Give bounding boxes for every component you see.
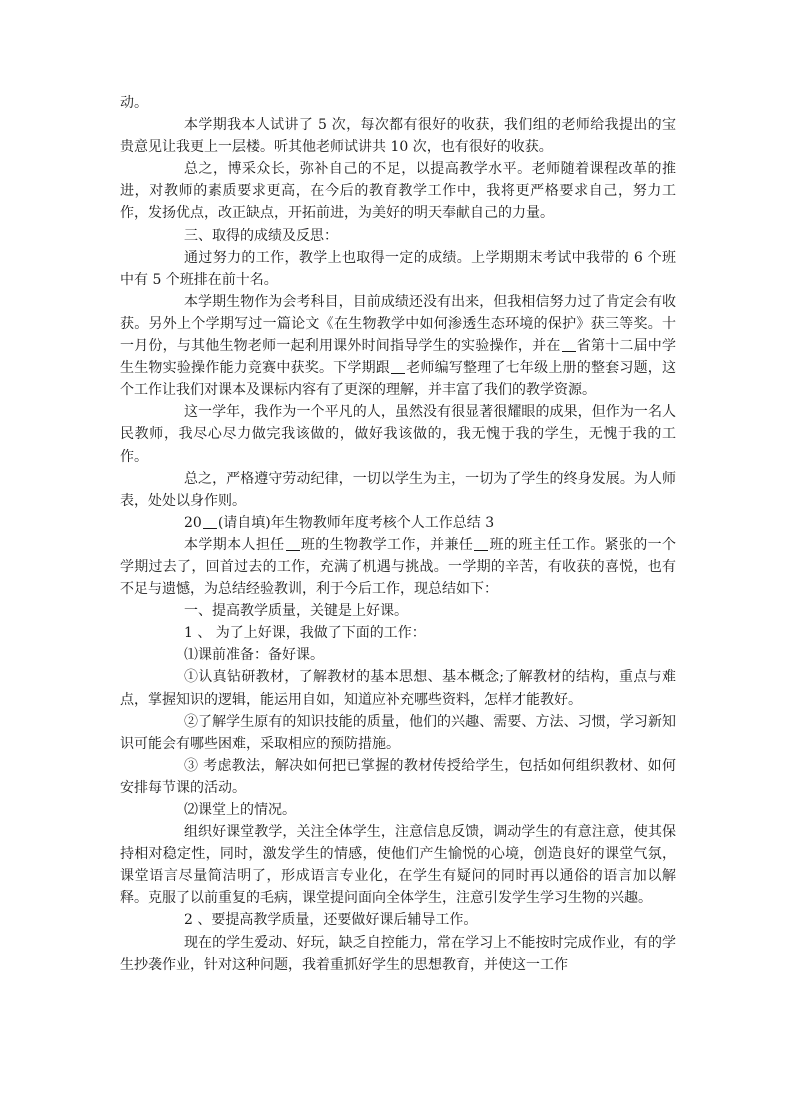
paragraph: 动。 — [120, 95, 148, 111]
fill-in-blank — [562, 337, 576, 352]
paragraph: 总之，博采众长，弥补自己的不足，以提高教学水平。老师随着课程改革的推进，对教师的素质要求更高，在今后的教育教学工作中，我将更严格要求自己，努力工作，发扬优点，改正缺点，开拓前进，为美好的明天奉献自己的力量。 — [120, 161, 676, 222]
paragraph: ②了解学生原有的知识技能的质量，他们的兴趣、需要、方法、习惯，学习新知识可能会有哪些困难，采取相应的预防措施。 — [120, 713, 676, 752]
paragraph: 1 、 为了上好课，我做了下面的工作： — [184, 625, 426, 642]
fill-in-blank — [474, 536, 488, 551]
paragraph: 现在的学生爱动、好玩，缺乏自控能力，常在学习上不能按时完成作业，有的学生抄袭作业，针对这种问题，我着重抓好学生的思想教育，并使这一工作 — [120, 934, 676, 973]
fill-in-blank — [203, 514, 217, 529]
paragraph: ①认真钻研教材，了解教材的基本思想、基本概念;了解教材的结构，重点与难点，掌握知识的逻辑，能运用自如，知道应补充哪些资料，怎样才能教好。 — [120, 669, 676, 708]
paragraph: 这一学年，我作为一个平凡的人，虽然没有很显著很耀眼的成果，但作为一名人民教师，我尽心尽力做完我该做的，做好我该做的，我无愧于我的学生，无愧于我的工作。 — [120, 404, 676, 465]
paragraph: 三、取得的成绩及反思： — [184, 227, 338, 244]
paragraph: 一、提高教学质量，关键是上好课。 — [184, 603, 408, 620]
document-page — [120, 92, 676, 976]
paragraph: 本学期我本人试讲了 5 次，每次都有很好的收获，我们组的老师给我提出的宝贵意见让我更上一层楼。听其他老师试讲共 10 次，也有很好的收获。 — [120, 117, 676, 156]
paragraph: 本学期生物作为会考科目，目前成绩还没有出来，但我相信努力过了肯定会有收获。另外上个学期写过一篇论文《在生物教学中如何渗透生态环境的保护》获三等奖。十一月份，与其他生物老师一起利用课外时间指导学生的实验操作，并在 省第十二届中学生生物实验操作能力竞赛中获奖。下学期跟 老师编写整理了七年级上册的整套习题，这个工作让我们对课本及课标内容有了更深的理解，并丰富了我们的教学资源。 — [120, 293, 677, 399]
paragraph: ③ 考虑教法，解决如何把已掌握的教材传授给学生，包括如何组织教材、如何安排每节课的活动。 — [120, 757, 676, 796]
fill-in-blank — [391, 359, 405, 374]
fill-in-blank — [286, 536, 300, 551]
paragraph: 组织好课堂教学，关注全体学生，注意信息反馈，调动学生的有意注意，使其保持相对稳定性，同时，激发学生的情感，使他们产生愉悦的心境，创造良好的课堂气氛，课堂语言尽量简洁明了，形成语言专业化，在学生有疑问的同时再以通俗的语言加以解释。克服了以前重复的毛病，课堂提问面向全体学生，注意引发学生学习生物的兴趣。 — [120, 824, 676, 907]
paragraph: 本学期本人担任 班的生物教学工作，并兼任 班的班主任工作。紧张的一个学期过去了，回首过去的工作，充满了机遇与挑战。一学期的辛苦，有收获的喜悦，也有不足与遗憾，为总结经验教训，利于今后工作，现总结如下： — [120, 536, 677, 598]
paragraph: 2 、要提高教学质量，还要做好课后辅导工作。 — [184, 912, 478, 929]
paragraph: 20 (请自填)年生物教师年度考核个人工作总结 3 — [184, 514, 495, 531]
paragraph: 通过努力的工作，教学上也取得一定的成绩。上学期期末考试中我带的 6 个班中有 5 个班排在前十名。 — [120, 249, 676, 288]
paragraph: 总之，严格遵守劳动纪律，一切以学生为主，一切为了学生的终身发展。为人师表，处处以身作则。 — [120, 470, 676, 509]
paragraph: ⑵课堂上的情况。 — [184, 802, 296, 818]
paragraph: ⑴课前准备：备好课。 — [184, 647, 324, 664]
